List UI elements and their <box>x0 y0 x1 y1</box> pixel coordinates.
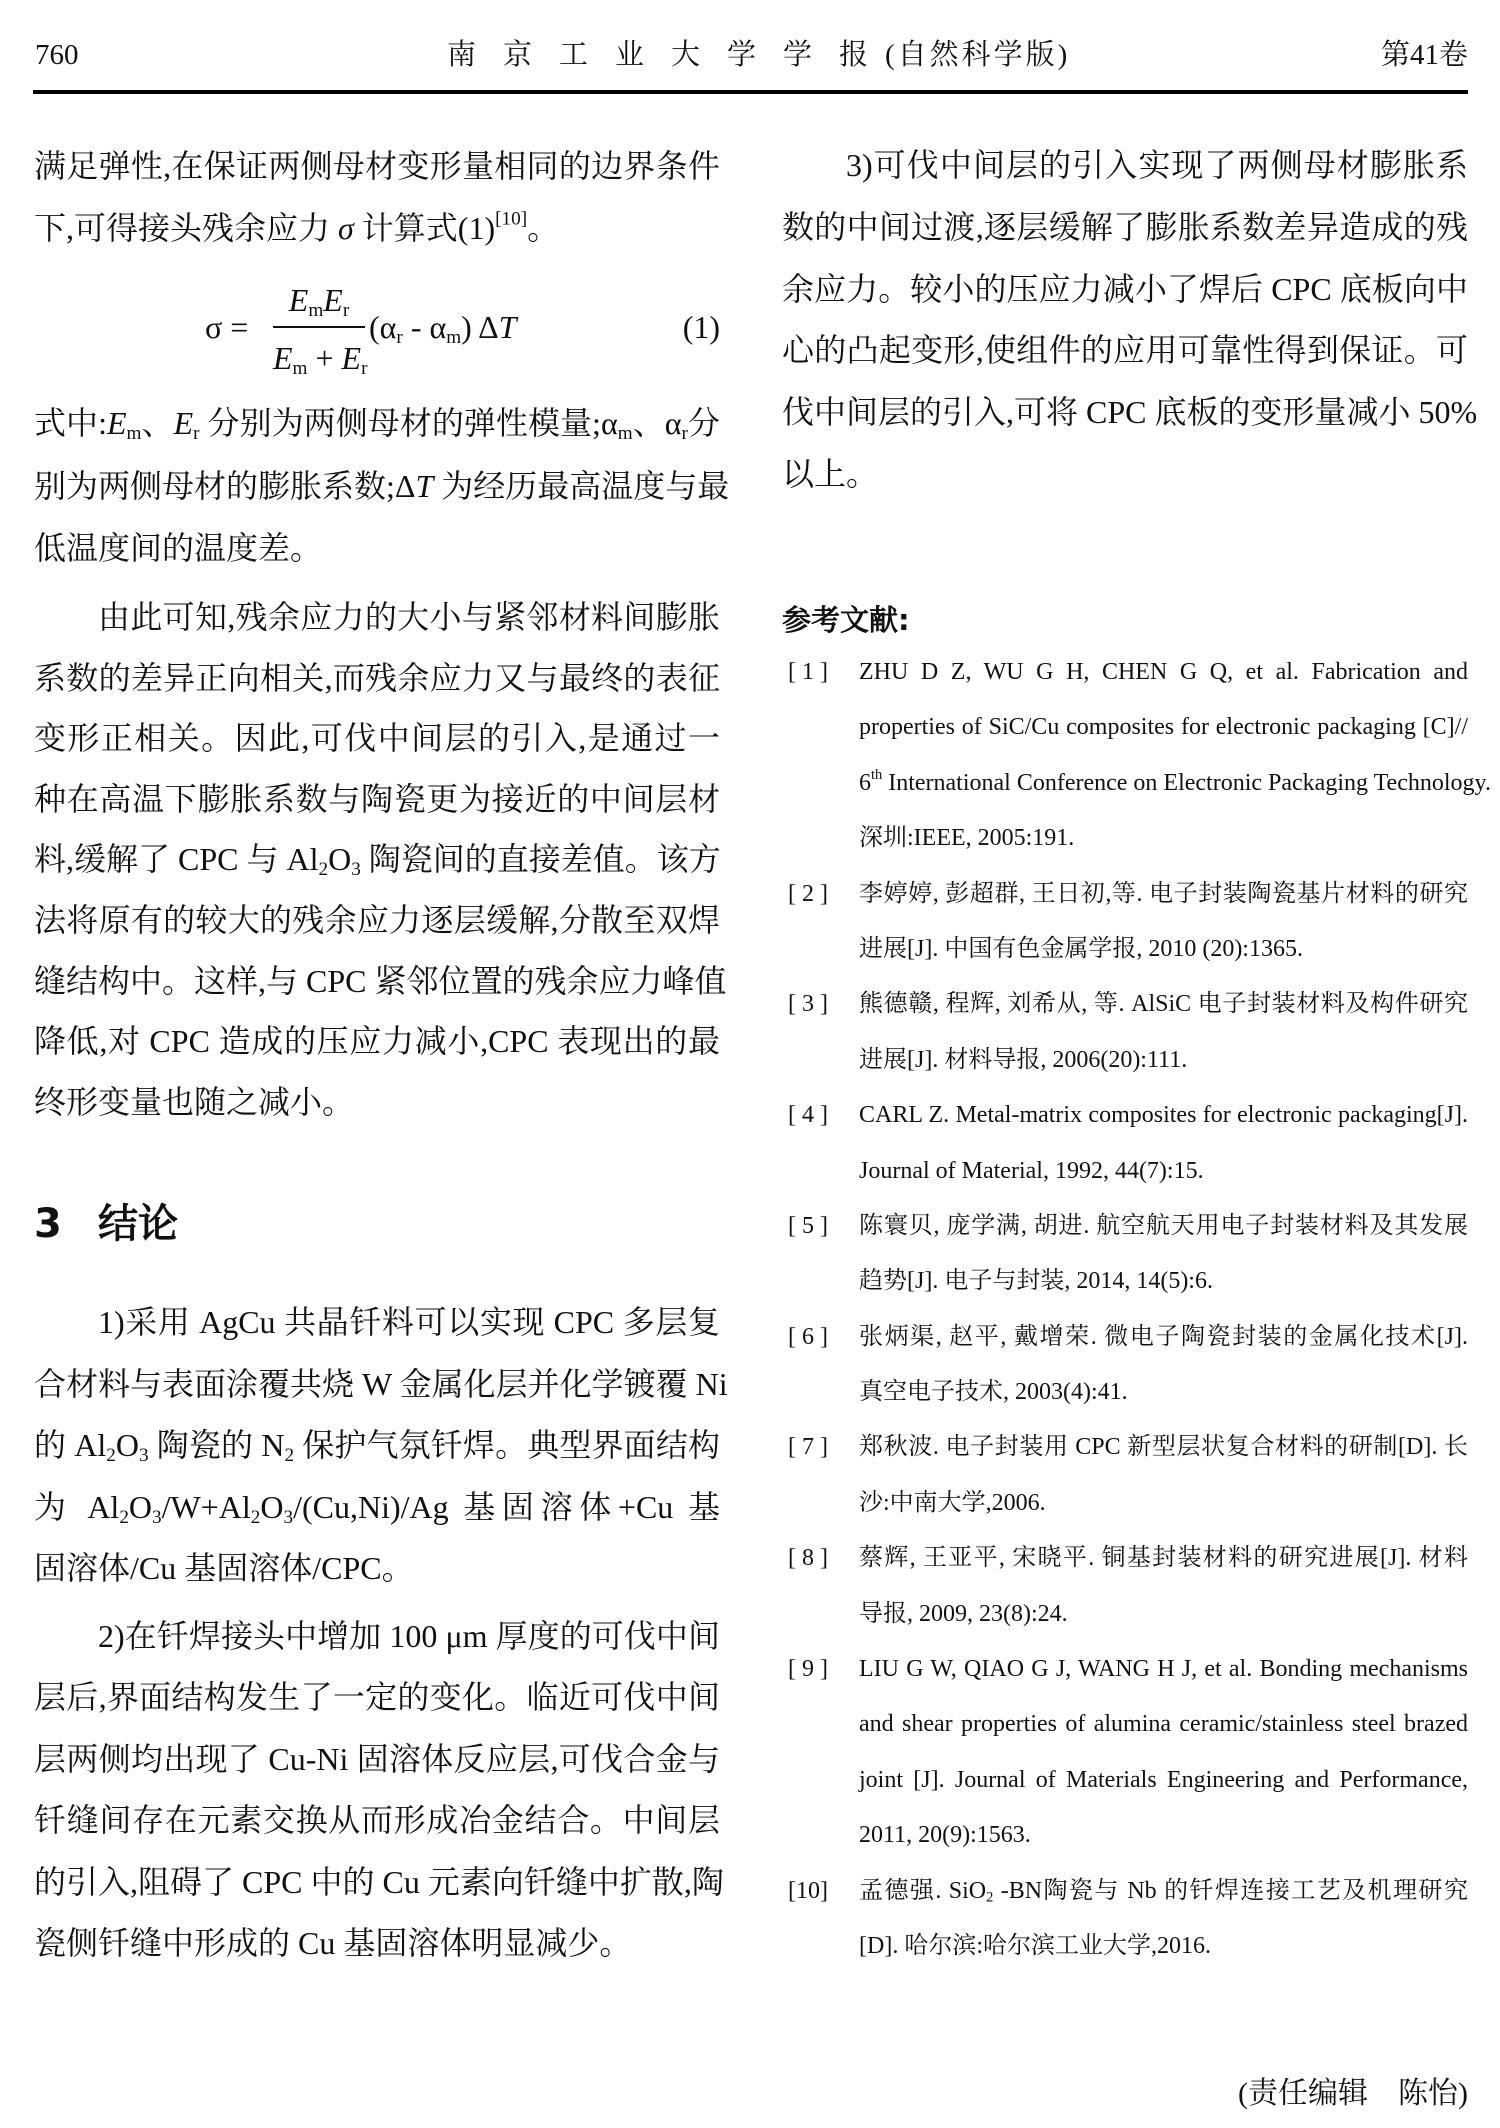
reference-item <box>782 1088 1468 1199</box>
text-run: 为经历最高温度与最 <box>433 467 730 504</box>
text-line <box>34 1790 720 1851</box>
journal-edition: (自然科学版) <box>885 39 1071 71</box>
subscript: r <box>193 422 200 444</box>
reference-item <box>782 867 1468 978</box>
text-line <box>859 756 1491 811</box>
text-line <box>859 1199 1468 1254</box>
text-line <box>34 1913 720 1974</box>
text-line <box>782 320 1468 382</box>
text-run: 合材料与表面涂覆共烧 W 金属化层并化学镀覆 Ni <box>34 1365 728 1402</box>
text-run: 郑秋波. 电子封装用 CPC 新型层状复合材料的研制[D]. 长 <box>859 1434 1468 1461</box>
text-run: 层后,界面结构发生了一定的变化。临近可伐中间 <box>34 1679 720 1716</box>
text-line <box>859 1088 1468 1143</box>
text-line <box>34 708 720 769</box>
text-run: 2011, 20(9):1563. <box>859 1822 1031 1849</box>
italic-symbol: E <box>341 340 362 376</box>
text-line <box>34 455 730 518</box>
reference-item <box>782 1531 1468 1642</box>
paragraph-symbol-definitions <box>34 392 730 580</box>
text-run: 、 <box>141 405 174 441</box>
text-run: 进展[J]. 中国有色金属学报, 2010 (20):1365. <box>859 935 1303 962</box>
text-run: 分 <box>687 405 720 441</box>
text-run: 变形正相关。因此,可伐中间层的引入,是通过一 <box>34 720 720 757</box>
text-line <box>859 1420 1468 1475</box>
conclusion-2 <box>34 1606 724 1974</box>
references-heading: 参考文献: <box>782 603 910 637</box>
text-line <box>34 1606 720 1667</box>
text-run: 为 Al <box>34 1488 120 1525</box>
text-run: 心的凸起变形,使组件的应用可靠性得到保证。可 <box>782 332 1468 369</box>
text-line <box>859 977 1468 1032</box>
text-run: -BN陶瓷与 Nb 的钎焊连接工艺及机理研究 <box>993 1877 1468 1904</box>
text-line <box>34 1292 720 1354</box>
text-line <box>859 1476 1468 1531</box>
subscript: 2 <box>119 1506 129 1528</box>
text-line <box>859 867 1468 922</box>
subscript: r <box>681 422 688 444</box>
text-line <box>859 1697 1468 1752</box>
text-line <box>859 1587 1468 1642</box>
text-run: 固溶体/Cu 基固溶体/CPC。 <box>34 1550 414 1586</box>
subscript: 2 <box>250 1506 261 1528</box>
text-run: 余应力。较小的压应力减小了焊后 CPC 底板向中 <box>782 270 1468 307</box>
subscript: m <box>446 326 462 348</box>
text-run: 瓷侧钎缝中形成的 Cu 基固溶体明显减少。 <box>34 1924 632 1961</box>
text-line <box>34 1477 720 1539</box>
text-line <box>859 1365 1468 1420</box>
italic-symbol: E <box>323 282 343 318</box>
text-line <box>859 1919 1468 1974</box>
text-line <box>859 922 1468 977</box>
text-line <box>34 587 720 648</box>
text-run: 趋势[J]. 电子与封装, 2014, 14(5):6. <box>859 1268 1213 1295</box>
section-heading <box>34 1198 178 1250</box>
reference-text <box>859 977 1468 1088</box>
text-run: 由此可知,残余应力的大小与紧邻材料间膨胀 <box>98 599 720 635</box>
subscript: m <box>617 422 633 444</box>
text-run: 孟德强. SiO <box>859 1877 987 1904</box>
equation-rhs <box>369 309 517 348</box>
text-run: 别为两侧母材的膨胀系数;Δ <box>34 467 416 504</box>
reference-item <box>782 645 1491 867</box>
reference-text <box>859 1642 1468 1864</box>
text-run: 伐中间层的引入,可将 CPC 底板的变形量减小 50% <box>782 394 1478 431</box>
text-run: 李婷婷, 彭超群, 王日初,等. 电子封装陶瓷基片材料的研究 <box>859 880 1468 907</box>
text-run: joint [J]. Journal of Materials Engineering and Performance, <box>859 1766 1468 1793</box>
reference-number: [ 4 ] <box>788 1102 828 1129</box>
reference-item <box>782 1199 1468 1310</box>
text-run: 计算式(1) <box>353 210 496 246</box>
text-line <box>34 1729 720 1790</box>
text-run: 层两侧均出现了 Cu-Ni 固溶体反应层,可伐合金与 <box>34 1740 720 1777</box>
fraction-bar <box>273 326 365 328</box>
equation-number: (1) <box>682 309 720 345</box>
text-line <box>859 1642 1468 1697</box>
text-run: 蔡辉, 王亚平, 宋晓平. 铜基封装材料的研究进展[J]. 材料 <box>859 1545 1468 1572</box>
subscript: m <box>308 299 324 321</box>
superscript: th <box>871 766 883 783</box>
text-run: ZHU D Z, WU G H, CHEN G Q, et al. Fabrication and <box>859 659 1468 685</box>
subscript: 3 <box>283 1506 294 1528</box>
italic-symbol: E <box>288 282 309 318</box>
text-run: 进展[J]. 材料导报, 2006(20):111. <box>859 1046 1188 1073</box>
text-line <box>782 135 1468 197</box>
text-run: 、α <box>632 405 682 441</box>
text-run: 低温度间的温度差。 <box>34 530 323 566</box>
text-run: 下,可得接头残余应力 <box>34 210 339 246</box>
text-line <box>34 1415 720 1477</box>
text-run: 陶瓷的 N <box>148 1427 285 1463</box>
subscript: r <box>396 326 403 348</box>
subscript: m <box>126 422 142 444</box>
editor-note: (责任编辑 陈怡) <box>1238 2077 1468 2110</box>
subscript: 2 <box>284 1444 295 1466</box>
journal-name: 南京工业大学学报 <box>447 39 896 71</box>
text-run: properties of SiC/Cu composites for electronic packaging [C]// <box>859 714 1468 741</box>
reference-text <box>859 867 1468 978</box>
reference-number: [ 9 ] <box>788 1656 828 1683</box>
text-line <box>859 700 1468 755</box>
text-line <box>34 1667 720 1728</box>
reference-text <box>859 1531 1468 1642</box>
text-line <box>34 890 720 951</box>
text-line <box>34 1072 720 1133</box>
text-run: ) Δ <box>461 309 499 345</box>
reference-number: [ 5 ] <box>788 1212 828 1239</box>
reference-number: [ 1 ] <box>788 659 828 685</box>
text-run: (α <box>369 309 397 345</box>
text-run: 以上。 <box>782 455 879 492</box>
text-run: 料,缓解了 CPC 与 Al <box>34 841 319 878</box>
equation-1 <box>205 282 720 379</box>
text-run: O <box>260 1488 284 1525</box>
text-run: 式中: <box>34 405 107 441</box>
superscript: [10] <box>495 208 528 230</box>
text-run: 的引入,阻碍了 CPC 中的 Cu 元素向钎缝中扩散,陶 <box>34 1863 724 1900</box>
paragraph-residual-stress <box>34 587 727 1132</box>
text-run: 法将原有的较大的残余应力逐层缓解,分散至双焊 <box>34 901 720 938</box>
conclusion-1 <box>34 1292 728 1600</box>
text-run: 熊德赣, 程辉, 刘希从, 等. AlSiC 电子封装材料及构件研究 <box>859 991 1468 1018</box>
text-run: 6 <box>859 769 871 796</box>
reference-number: [ 6 ] <box>788 1323 828 1350</box>
reference-text <box>859 1088 1468 1199</box>
text-line <box>34 951 727 1012</box>
reference-list <box>782 645 1491 1974</box>
text-run: 沙:中南大学,2006. <box>859 1489 1046 1516</box>
text-run: 保护气氛钎焊。典型界面结构 <box>294 1427 720 1463</box>
text-run: 缝结构中。这样,与 CPC 紧邻位置的残余应力峰值 <box>34 962 727 999</box>
subscript: r <box>361 357 368 379</box>
text-line <box>859 811 1468 866</box>
text-line <box>34 392 720 455</box>
text-run: 真空电子技术, 2003(4):41. <box>859 1379 1128 1406</box>
reference-item <box>782 1420 1468 1531</box>
text-line <box>859 645 1468 700</box>
subscript: 2 <box>986 1889 994 1906</box>
text-line <box>34 1852 724 1913</box>
reference-number: [10] <box>788 1877 828 1904</box>
text-run: 导报, 2009, 23(8):24. <box>859 1600 1068 1627</box>
equation-lhs <box>205 309 248 345</box>
text-run: 张炳渠, 赵平, 戴增荣. 微电子陶瓷封装的金属化技术[J]. <box>859 1323 1468 1350</box>
reference-item <box>782 1642 1468 1864</box>
text-line <box>859 1033 1468 1088</box>
text-line <box>34 1011 720 1072</box>
text-line <box>34 1538 720 1600</box>
subscript: 3 <box>351 859 361 881</box>
paragraph-continuation <box>34 135 720 259</box>
text-run: and shear properties of alumina ceramic/stainless steel brazed <box>859 1711 1468 1738</box>
text-run: 系数的差异正向相关,而残余应力又与最终的表征 <box>34 659 720 696</box>
reference-text <box>859 645 1491 867</box>
fraction-numerator <box>273 282 365 321</box>
text-line <box>859 1808 1468 1863</box>
italic-symbol: E <box>106 405 127 441</box>
text-run: 1)采用 AgCu 共晶钎料可以实现 CPC 多层复 <box>98 1304 720 1340</box>
text-line <box>859 1753 1468 1808</box>
italic-symbol: σ <box>338 210 354 246</box>
text-run: Journal of Material, 1992, 44(7):15. <box>859 1157 1204 1184</box>
fraction-denominator <box>273 340 368 379</box>
subscript: 3 <box>139 1444 149 1466</box>
reference-item <box>782 1864 1468 1975</box>
text-run: LIU G W, QIAO G J, WANG H J, et al. Bonding mechanisms <box>859 1656 1468 1683</box>
reference-text <box>859 1420 1468 1531</box>
italic-symbol: T <box>498 309 517 345</box>
text-line <box>782 197 1468 259</box>
text-line <box>859 1144 1468 1199</box>
text-run: O <box>328 841 352 878</box>
text-run: 数的中间过渡,逐层缓解了膨胀系数差异造成的残 <box>782 208 1468 245</box>
text-line <box>782 259 1468 321</box>
text-run: 种在高温下膨胀系数与陶瓷更为接近的中间层材 <box>34 780 720 817</box>
volume-label: 第41卷 <box>1380 39 1468 71</box>
italic-symbol: E <box>173 405 194 441</box>
running-header-title <box>447 35 1070 75</box>
text-line <box>859 1310 1468 1365</box>
italic-symbol: E <box>273 340 293 376</box>
conclusion-3 <box>782 135 1478 506</box>
italic-symbol: T <box>415 467 434 504</box>
text-run: 的 Al <box>34 1427 107 1463</box>
subscript: r <box>342 299 350 321</box>
reference-text <box>859 1310 1468 1421</box>
text-run: 陶瓷间的直接差值。该方 <box>360 841 721 878</box>
text-line <box>782 382 1478 444</box>
reference-item <box>782 977 1468 1088</box>
reference-text <box>859 1864 1468 1975</box>
text-run: 分别为两侧母材的弹性模量;α <box>199 405 618 441</box>
section-title: 结论 <box>98 1201 178 1247</box>
text-run: 终形变量也随之减小。 <box>34 1083 355 1120</box>
text-line <box>859 1531 1468 1586</box>
reference-number: [ 8 ] <box>788 1545 828 1572</box>
reference-text <box>859 1199 1468 1310</box>
text-line <box>34 517 720 580</box>
text-run: 2)在钎焊接头中增加 100 μm 厚度的可伐中间 <box>98 1618 720 1654</box>
subscript: 2 <box>318 859 329 881</box>
text-line <box>782 444 1468 506</box>
text-run: 钎缝间存在元素交换从而形成冶金结合。中间层 <box>34 1802 720 1839</box>
text-run: + <box>307 340 342 376</box>
text-run: O <box>128 1488 153 1525</box>
reference-number: [ 2 ] <box>788 880 828 907</box>
text-run: 满足弹性,在保证两侧母材变形量相同的边界条件 <box>34 148 720 184</box>
subscript: 2 <box>106 1444 116 1466</box>
reference-number: [ 3 ] <box>788 991 828 1018</box>
text-run: CARL Z. Metal-matrix composites for electronic packaging[J]. <box>859 1102 1468 1129</box>
text-run: [D]. 哈尔滨:哈尔滨工业大学,2016. <box>859 1932 1211 1959</box>
text-line <box>34 135 720 197</box>
subscript: m <box>292 357 308 379</box>
text-run: - α <box>402 309 447 345</box>
text-run: International Conference on Electronic Packaging Technology. <box>882 769 1491 796</box>
text-run: 降低,对 CPC 造成的压应力减小,CPC 表现出的最 <box>34 1023 720 1060</box>
text-run: 3)可伐中间层的引入实现了两侧母材膨胀系 <box>846 147 1468 183</box>
equation-fraction <box>273 282 368 379</box>
text-line <box>34 197 720 259</box>
page-number: 760 <box>35 39 79 71</box>
section-number: 3 <box>34 1201 62 1247</box>
text-run: 陈寰贝, 庞学满, 胡进. 航空航天用电子封装材料及其发展 <box>859 1212 1468 1239</box>
text-line <box>34 769 720 830</box>
text-run: O <box>115 1427 139 1463</box>
text-run: 深圳:IEEE, 2005:191. <box>859 825 1075 852</box>
text-run: /W+Al <box>161 1488 251 1525</box>
text-line <box>859 1864 1468 1919</box>
text-line <box>34 829 720 890</box>
reference-number: [ 7 ] <box>788 1434 828 1461</box>
header-rule <box>33 90 1468 94</box>
reference-item <box>782 1310 1468 1421</box>
text-line <box>34 648 720 709</box>
text-line <box>34 1354 728 1416</box>
text-run: σ = <box>205 309 249 345</box>
text-run: 。 <box>527 210 560 246</box>
text-run: /(Cu,Ni)/Ag 基固溶体+Cu 基 <box>293 1488 720 1525</box>
subscript: 3 <box>152 1506 162 1528</box>
text-line <box>859 1254 1468 1309</box>
